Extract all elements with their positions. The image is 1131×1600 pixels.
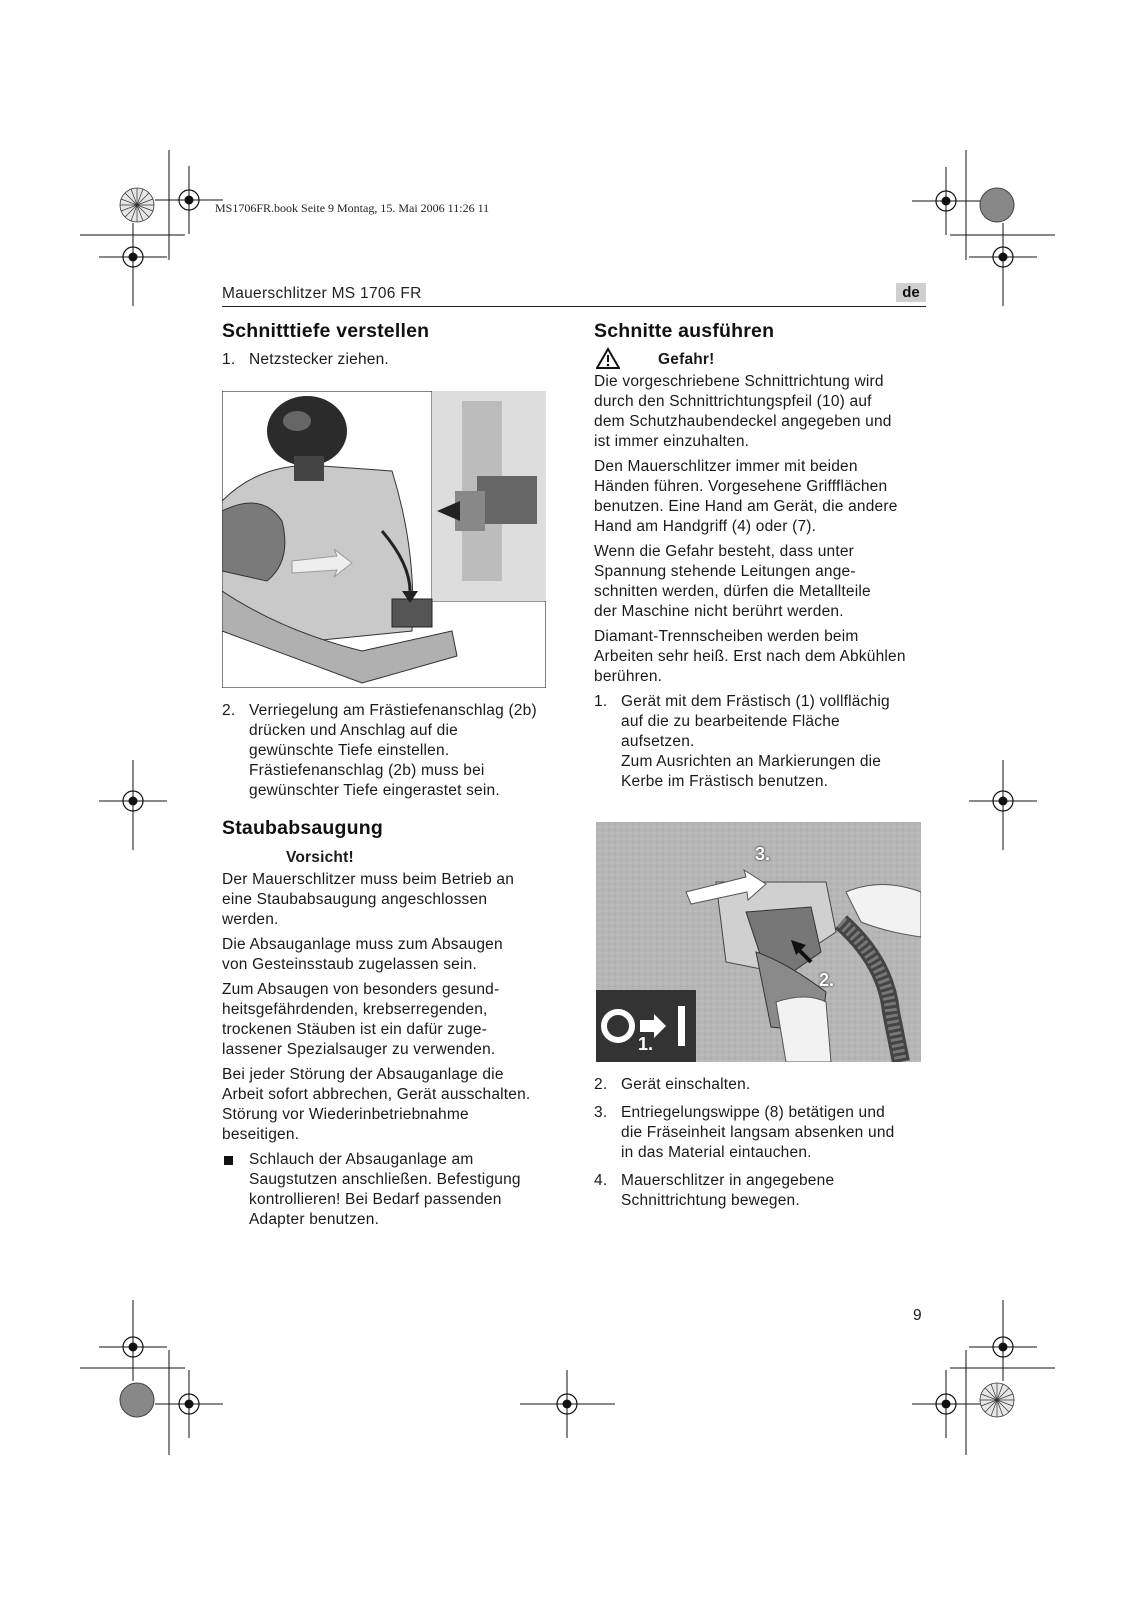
left-column-lower [222,701,557,1230]
step-line: Zum Ausrichten an Markierungen die [621,753,882,770]
step-line: Kerbe im Frästisch benutzen. [621,773,829,790]
step-1 [594,692,929,792]
text-line: Bei jeder Störung der Absauganlage die [222,1066,504,1083]
text-line: Der Mauerschlitzer muss beim Betrieb an [222,871,515,888]
step-number: 3. [594,1104,608,1121]
text-line: trockenen Stäuben ist ein dafür zuge- [222,1021,488,1038]
step-line: Frästiefenanschlag (2b) muss bei [249,762,485,779]
paragraph-cut-1 [594,372,929,452]
running-header-title: Mauerschlitzer MS 1706 FR [222,285,422,302]
text-line: dem Schutzhaubendeckel angegeben und [594,413,892,430]
step-line: Mauerschlitzer in angegebene [621,1172,835,1189]
text-line: Adapter benutzen. [249,1211,380,1228]
language-badge: de [896,283,926,302]
step-line: gewünschter Tiefe eingerastet sein. [249,782,500,799]
text-line: Händen führen. Vorgesehene Griffflächen [594,478,888,495]
step-line: Schnittrichtung bewegen. [621,1192,800,1209]
text-line: Saugstutzen anschließen. Befestigung [249,1171,521,1188]
bullet-square-icon [224,1156,233,1165]
warning-triangle-icon [596,347,620,369]
text-line: von Gesteinsstaub zugelassen sein. [222,956,477,973]
text-line: Wenn die Gefahr besteht, dass unter [594,543,855,560]
heading-schnitte: Schnitte ausführen [594,320,775,342]
danger-label: Gefahr! [658,351,715,368]
text-line: Die vorgeschriebene Schnittrichtung wird [594,373,884,390]
step-2 [594,1075,929,1095]
paragraph-dust-1 [222,870,557,930]
figure-label-2: 2. [819,970,835,990]
paragraph-dust-4 [222,1065,557,1145]
text-line: Die Absauganlage muss zum Absaugen [222,936,503,953]
step-number: 2. [222,702,236,719]
caution-notice [222,848,557,870]
heading-staubabsaugung: Staubabsaugung [222,817,383,839]
step-line: auf die zu bearbeitende Fläche [621,713,840,730]
step-number: 1. [222,351,236,368]
text-line: durch den Schnittrichtungspfeil (10) auf [594,393,872,410]
text-line: benutzen. Eine Hand am Gerät, die andere [594,498,898,515]
text-line: ist immer einzuhalten. [594,433,750,450]
bullet-item-hose [222,1150,557,1230]
text-line: werden. [222,911,279,928]
paragraph-cut-2 [594,457,929,537]
paragraph-cut-3 [594,542,929,622]
text-line: Hand am Handgriff (4) oder (7). [594,518,817,535]
text-line: kontrollieren! Bei Bedarf passenden [249,1191,502,1208]
step-1 [222,350,552,370]
cutting-operation-photo [596,822,921,1062]
paragraph-dust-2 [222,935,557,975]
text-line: lassener Spezialsauger zu verwenden. [222,1041,496,1058]
step-4 [594,1171,929,1211]
text-line: Arbeit sofort abbrechen, Gerät ausschalten. [222,1086,531,1103]
text-line: Zum Absaugen von besonders gesund- [222,981,500,998]
text-line: Schlauch der Absauganlage am [249,1151,474,1168]
figure-label-3: 3. [755,844,771,864]
text-line: eine Staubabsaugung angeschlossen [222,891,488,908]
figure-label-1: 1. [638,1034,654,1054]
text-line: Spannung stehende Leitungen ange- [594,563,856,580]
right-column-lower [594,1075,929,1211]
text-line: der Maschine nicht berührt werden. [594,603,844,620]
caution-label: Vorsicht! [286,849,354,866]
text-line: Störung vor Wiederinbetriebnahme [222,1106,469,1123]
depth-stop-illustration [222,391,546,688]
text-line: Arbeiten sehr heiß. Erst nach dem Abkühlen [594,648,906,665]
step-text: Gerät einschalten. [621,1076,751,1093]
text-line: schnitten werden, dürfen die Metallteile [594,583,871,600]
text-line: beseitigen. [222,1126,300,1143]
left-column [222,321,552,370]
text-line: Diamant-Trennscheiben werden beim [594,628,859,645]
text-line: Den Mauerschlitzer immer mit beiden [594,458,858,475]
step-number: 2. [594,1076,608,1093]
step-line: Verriegelung am Frästiefenanschlag (2b) [249,702,537,719]
step-2 [222,701,557,801]
book-info-line: MS1706FR.book Seite 9 Montag, 15. Mai 2006 11:26 11 [215,201,490,215]
step-line: gewünschte Tiefe einstellen. [249,742,450,759]
step-text: Netzstecker ziehen. [249,351,389,368]
page-number: 9 [913,1307,922,1324]
step-3 [594,1103,929,1163]
paragraph-dust-3 [222,980,557,1060]
text-line: heitsgefährdenden, krebserregenden, [222,1001,488,1018]
step-number: 4. [594,1172,608,1189]
text-line: berühren. [594,668,663,685]
header-rule [222,306,926,307]
danger-notice [594,350,929,372]
right-column [594,321,929,792]
step-line: in das Material eintauchen. [621,1144,812,1161]
step-line: die Fräseinheit langsam absenken und [621,1124,895,1141]
step-line: aufsetzen. [621,733,695,750]
paragraph-cut-4 [594,627,929,687]
step-line: Entriegelungswippe (8) betätigen und [621,1104,885,1121]
step-line: drücken und Anschlag auf die [249,722,458,739]
step-number: 1. [594,693,608,710]
step-line: Gerät mit dem Frästisch (1) vollflächig [621,693,890,710]
heading-schnitttiefe: Schnitttiefe verstellen [222,320,430,342]
